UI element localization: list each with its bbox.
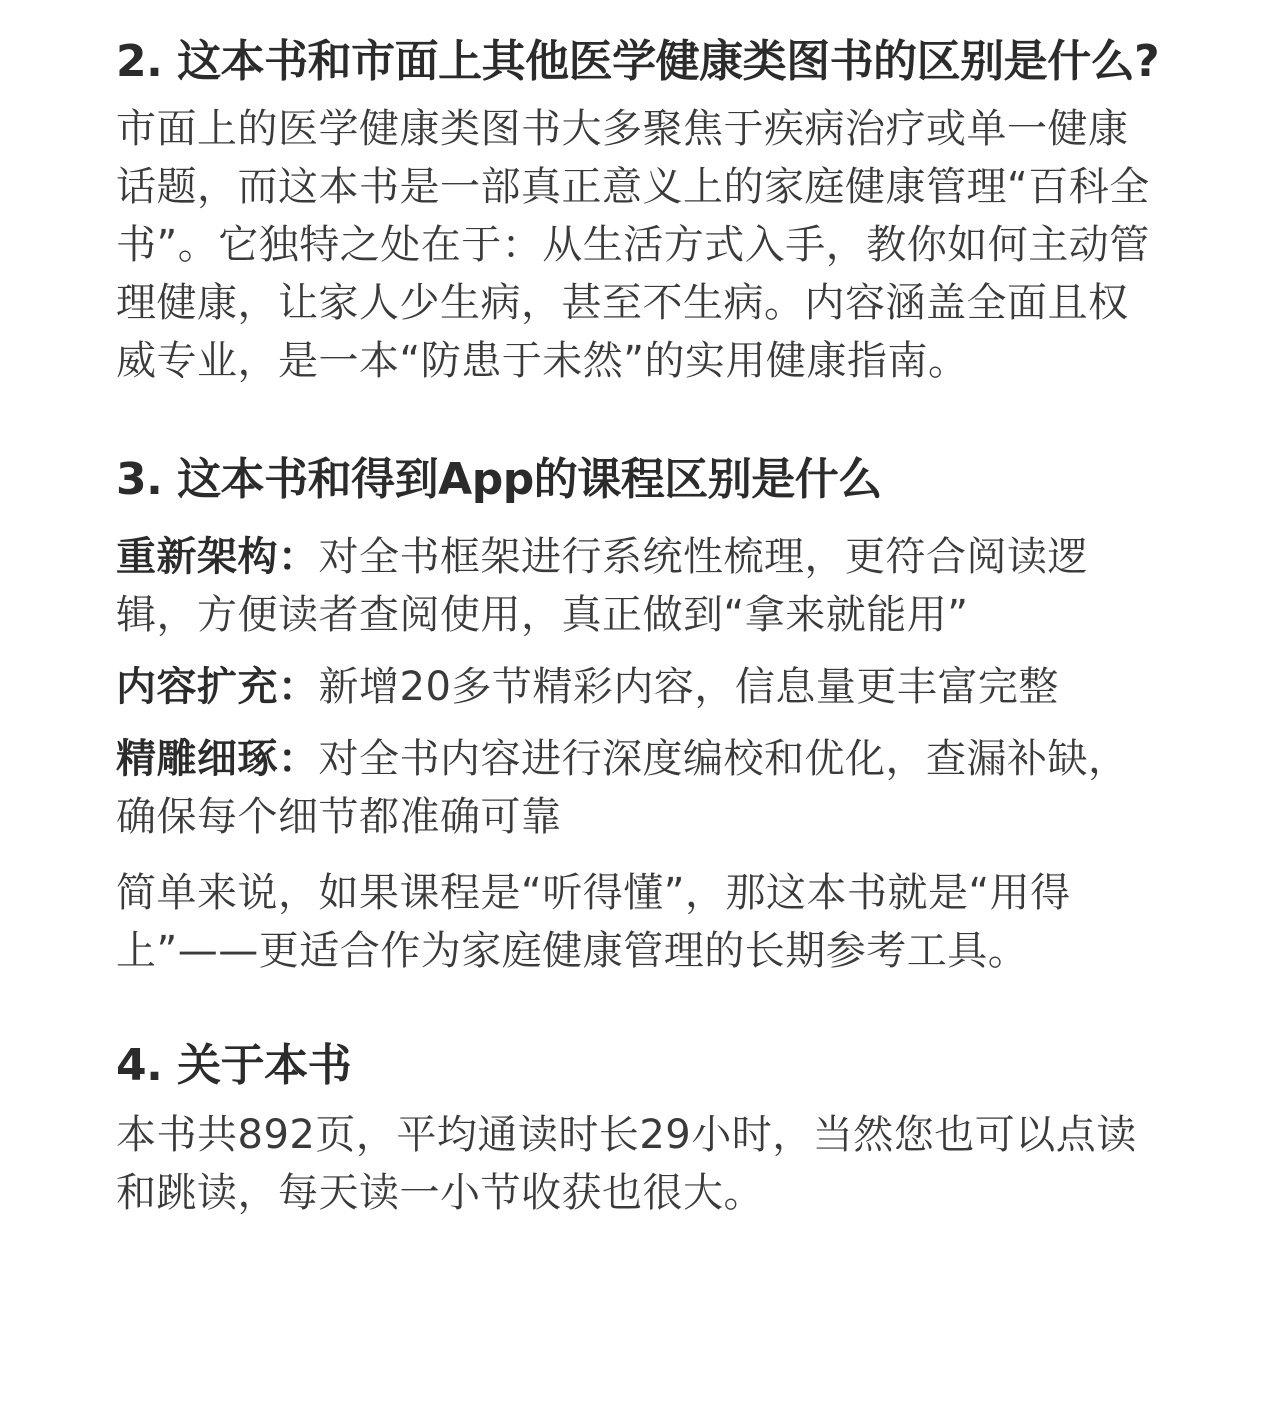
feature-item-restructure [116, 528, 1168, 644]
article [116, 26, 1168, 1222]
feature-term: 重新架构： [116, 534, 319, 580]
feature-term: 内容扩充： [116, 664, 319, 710]
section-2-body: 市面上的医学健康类图书大多聚焦于疾病治疗或单一健康话题，而这本书是一部真正意义上的家庭健康管理“百科全书”。它独特之处在于：从生活方式入手，教你如何主动管理健康，让家人少生病，甚至不生病。内容涵盖全面且权威专业，是一本“防患于未然”的实用健康指南。 [116, 106, 1150, 384]
feature-text: 新增20多节精彩内容，信息量更丰富完整 [318, 664, 1059, 710]
section-3-heading: 3. 这本书和得到App的课程区别是什么 [116, 454, 882, 505]
feature-text: 对全书内容进行深度编校和优化，查漏补缺，确保每个细节都准确可靠 [116, 736, 1129, 840]
feature-item-refinement [116, 730, 1168, 846]
feature-text: 对全书框架进行系统性梳理，更符合阅读逻辑，方便读者查阅使用，真正做到“拿来就能用” [116, 534, 1088, 638]
section-2-heading: 2. 这本书和市面上其他医学健康类图书的区别是什么? [116, 36, 1160, 87]
section-4-heading: 4. 关于本书 [116, 1040, 352, 1091]
section-3-summary: 简单来说，如果课程是“听得懂”，那这本书就是“用得上”——更适合作为家庭健康管理的长期参考工具。 [116, 870, 1071, 974]
feature-term: 精雕细琢： [116, 736, 319, 782]
feature-item-expansion [116, 658, 1168, 716]
section-4-body: 本书共892页，平均通读时长29小时，当然您也可以点读和跳读，每天读一小节收获也很大。 [116, 1112, 1137, 1216]
